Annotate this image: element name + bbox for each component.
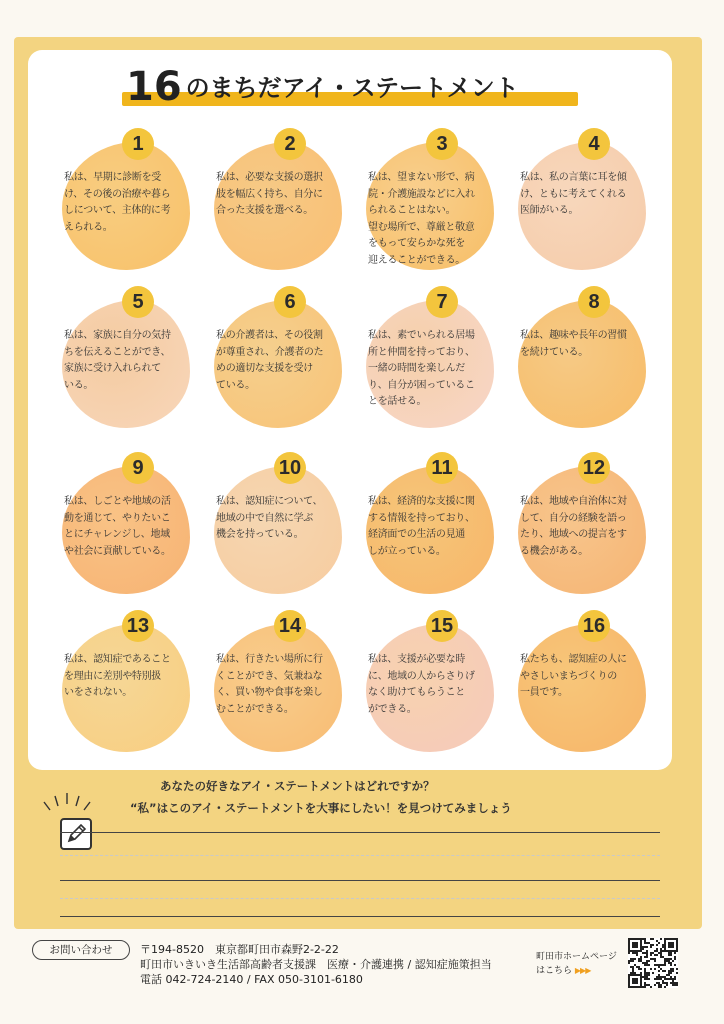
pencil-icon bbox=[60, 818, 92, 850]
answer-line bbox=[60, 880, 660, 881]
statement-text: 私は、趣味や長年の習慣 を続けている。 bbox=[520, 330, 627, 358]
statement-number-badge: 16 bbox=[578, 610, 610, 642]
statement-card bbox=[356, 452, 508, 602]
statement-text: 私は、支援が必要な時 に、地域の人からさりげ なく助けてもらうこと ができる。 bbox=[368, 654, 475, 715]
question-line-2: “私”はこのアイ・ステートメントを大事にしたい！を見つけてみましょう bbox=[130, 801, 512, 815]
statement-card bbox=[52, 286, 204, 436]
statement-text: 私たちも、認知症の人に やさしいまちづくりの 一員です。 bbox=[520, 654, 627, 698]
statement-text: 私は、必要な支援の選択 肢を幅広く持ち、自分に 合った支援を選べる。 bbox=[216, 172, 323, 216]
statement-number-badge: 1 bbox=[122, 128, 154, 160]
page-title bbox=[126, 64, 519, 110]
statement-number-badge: 14 bbox=[274, 610, 306, 642]
title-number: 16 bbox=[126, 64, 182, 110]
statement-card bbox=[508, 452, 660, 602]
statement-number-badge: 5 bbox=[122, 286, 154, 318]
statement-number-badge: 8 bbox=[578, 286, 610, 318]
statement-text: 私は、しごとや地域の活 動を通じて、やりたいこ とにチャレンジし、地域 や社会に貢献している。 bbox=[64, 496, 171, 557]
question-line-1: あなたの好きなアイ・ステートメントはどれですか？ bbox=[160, 779, 435, 793]
statement-text: 私は、素でいられる居場 所と仲間を持っており、 一緒の時間を楽しんだ り、自分が困っているこ とを話せる。 bbox=[368, 330, 475, 407]
statement-card bbox=[356, 286, 508, 436]
statement-card bbox=[52, 452, 204, 602]
statement-text: 私は、家族に自分の気持 ちを伝えることができ、 家族に受け入れられて いる。 bbox=[64, 330, 171, 391]
statement-card bbox=[52, 610, 204, 760]
contact-department: 町田市いきいき生活部高齢者支援課 医療・介護連携 / 認知症施策担当 bbox=[140, 958, 492, 971]
statement-text: 私は、私の言葉に耳を傾 け、ともに考えてくれる 医師がいる。 bbox=[520, 172, 627, 216]
title-text: のまちだアイ・ステートメント bbox=[185, 74, 519, 102]
statement-card bbox=[204, 128, 356, 278]
statement-card bbox=[508, 128, 660, 278]
statement-number-badge: 15 bbox=[426, 610, 458, 642]
statement-number-badge: 4 bbox=[578, 128, 610, 160]
qr-code[interactable] bbox=[628, 938, 678, 988]
answer-line bbox=[60, 916, 660, 917]
statement-card bbox=[204, 452, 356, 602]
sparkle-lines bbox=[36, 790, 116, 820]
answer-line bbox=[60, 832, 660, 833]
statement-number-badge: 6 bbox=[274, 286, 306, 318]
statement-text: 私は、行きたい場所に行 くことができ、気兼ねな く、買い物や食事を楽し むことができる。 bbox=[216, 654, 323, 715]
statement-text: 私は、認知症について、 地域の中で自然に学ぶ 機会を持っている。 bbox=[216, 496, 323, 540]
statement-number-badge: 11 bbox=[426, 452, 458, 484]
statement-text: 私の介護者は、その役割 が尊重され、介護者のた めの適切な支援を受け ている。 bbox=[216, 330, 324, 391]
statement-number-badge: 7 bbox=[426, 286, 458, 318]
contact-phone: 電話 042-724-2140 / FAX 050-3101-6180 bbox=[140, 973, 363, 986]
statement-blob bbox=[518, 300, 646, 428]
answer-line-dotted bbox=[60, 855, 660, 856]
arrow-icon: ▶▶▶ bbox=[574, 966, 591, 975]
statement-number-badge: 13 bbox=[122, 610, 154, 642]
statement-text: 私は、経済的な支援に関 する情報を持っており、 経済面での生活の見通 しが立っている。 bbox=[368, 496, 475, 557]
statement-number-badge: 3 bbox=[426, 128, 458, 160]
contact-label: お問い合わせ bbox=[32, 940, 130, 960]
statement-card bbox=[204, 610, 356, 760]
statement-text: 私は、望まない形で、病 院・介護施設などに入れ られることはない。 望む場所で、尊厳と敬意 をもって安らかな死を 迎えることができる。 bbox=[368, 172, 475, 266]
contact-address: 〒194-8520 東京都町田市森野2-2-22 bbox=[140, 943, 339, 956]
statement-card bbox=[204, 286, 356, 436]
statement-card bbox=[52, 128, 204, 278]
statement-text: 私は、認知症であること を理由に差別や特別扱 いをされない。 bbox=[64, 654, 171, 698]
homepage-note bbox=[536, 950, 617, 978]
homepage-line-2: はこちら bbox=[536, 966, 573, 976]
statement-number-badge: 9 bbox=[122, 452, 154, 484]
statement-card bbox=[508, 286, 660, 436]
statement-text: 私は、早期に診断を受 け、その後の治療や暮ら しについて、主体的に考 えられる。 bbox=[64, 172, 171, 233]
statement-card bbox=[356, 128, 508, 278]
homepage-line-1: 町田市ホームページ bbox=[536, 952, 617, 962]
statement-number-badge: 10 bbox=[274, 452, 306, 484]
statement-number-badge: 12 bbox=[578, 452, 610, 484]
statement-card bbox=[508, 610, 660, 760]
answer-line-dotted bbox=[60, 898, 660, 899]
statement-text: 私は、地域や自治体に対 して、自分の経験を語っ たり、地域への提言をす る機会がある。 bbox=[520, 496, 627, 557]
statement-card bbox=[356, 610, 508, 760]
statement-number-badge: 2 bbox=[274, 128, 306, 160]
